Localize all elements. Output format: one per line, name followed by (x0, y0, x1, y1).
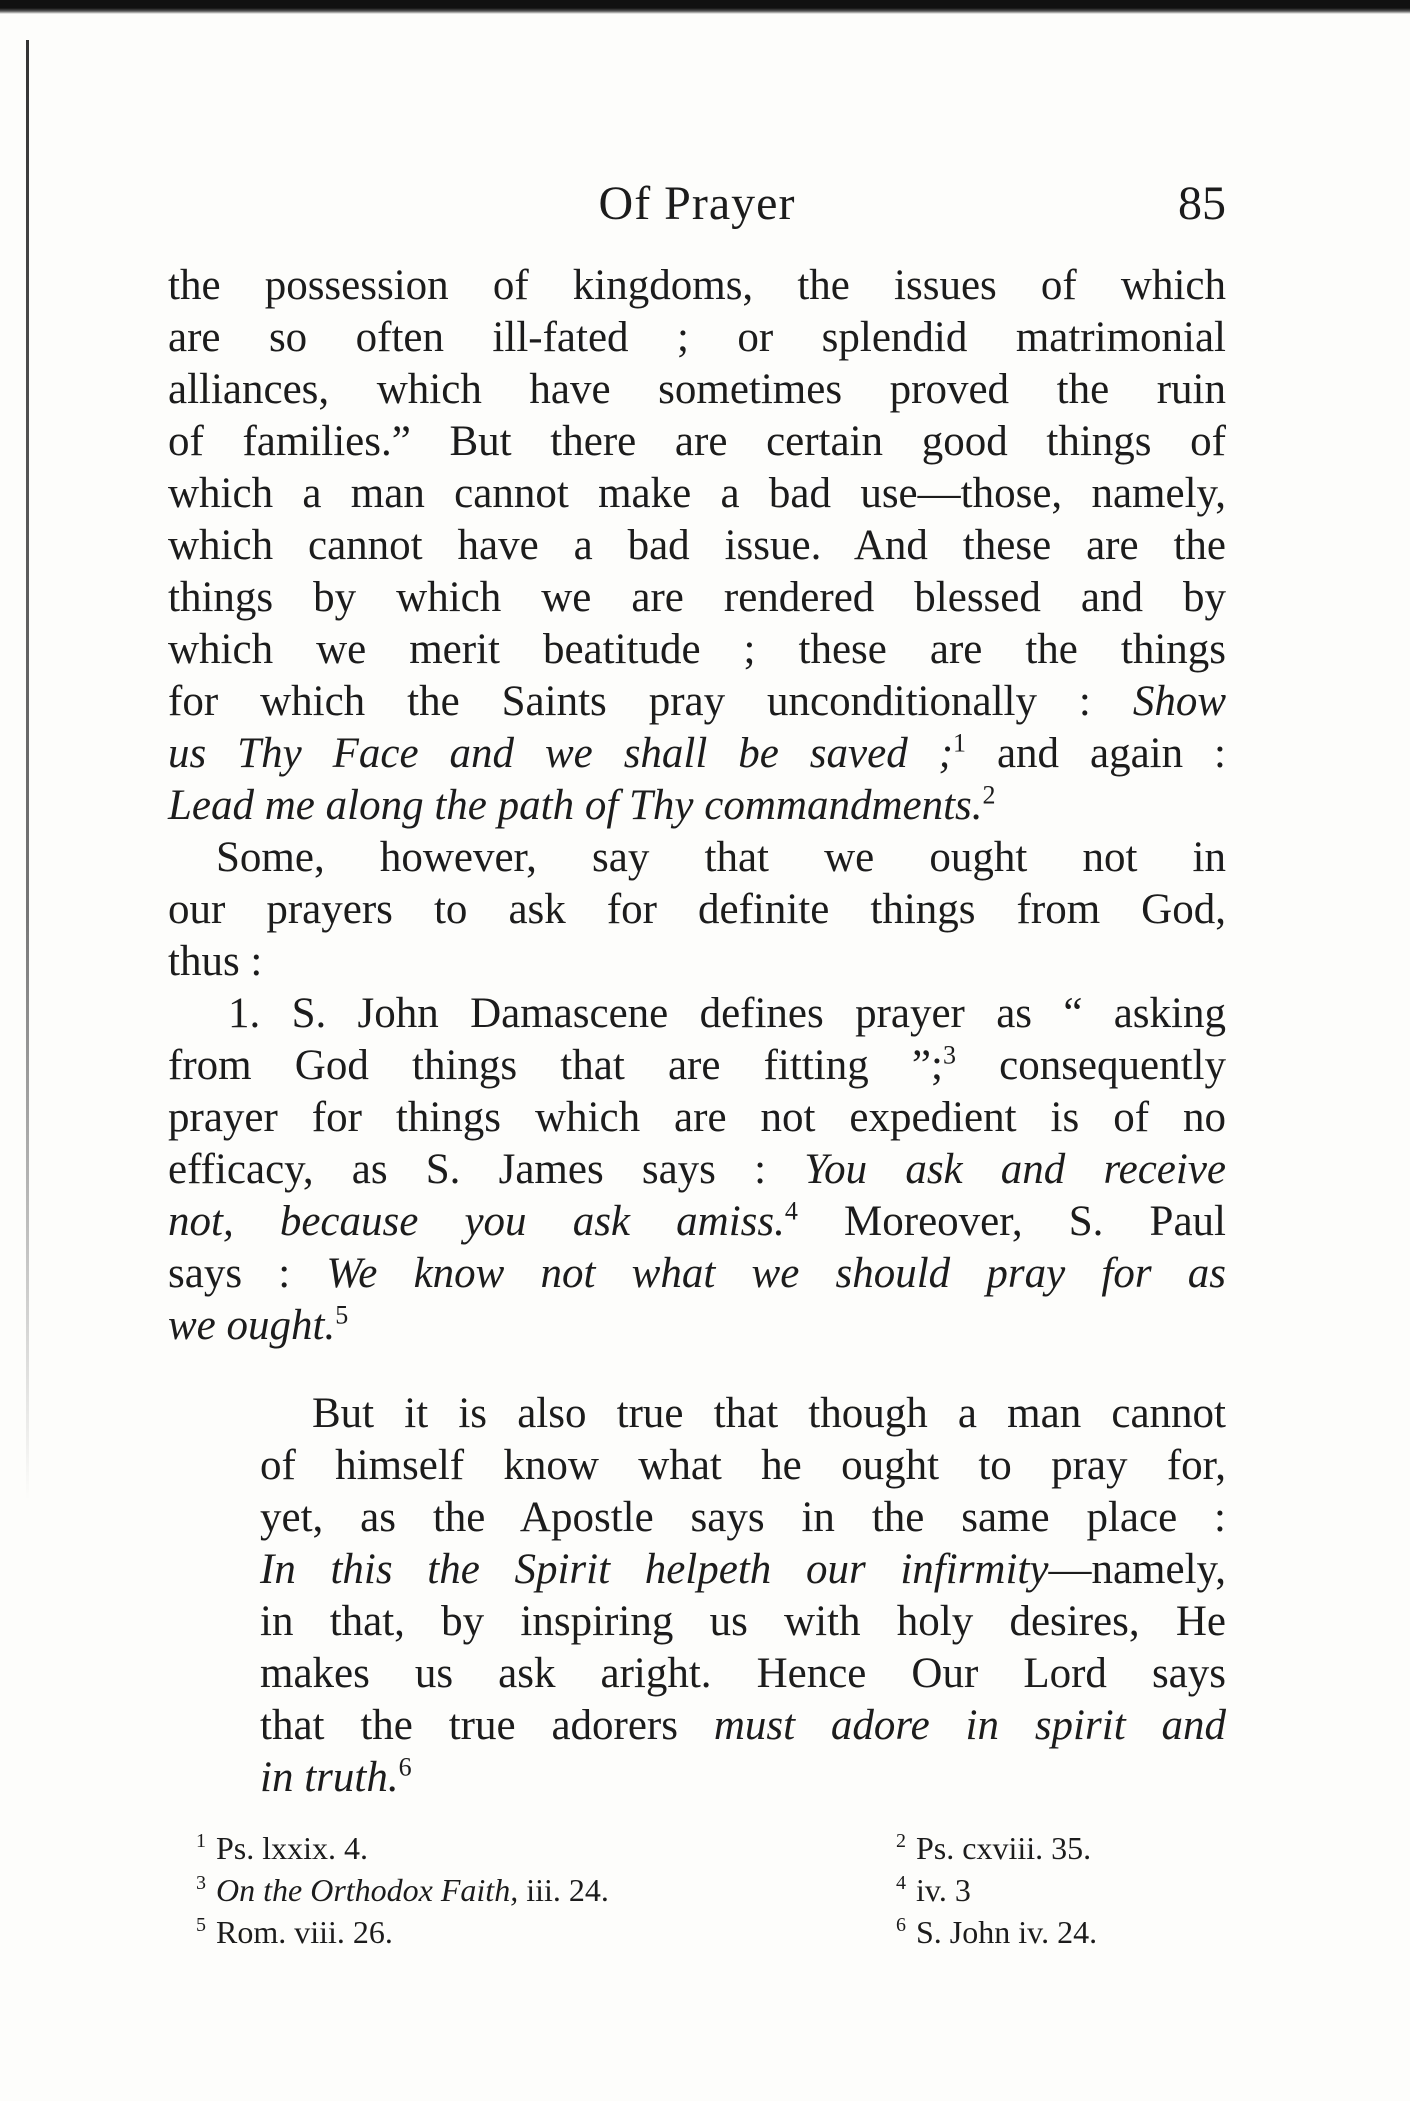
footnote-text: Rom. viii. 26. (216, 1914, 393, 1950)
text-line: yet, as the Apostle says in the same place : (260, 1494, 1226, 1541)
text-span: from God things that are fitting ”; (168, 1042, 943, 1089)
italic-quote: in truth. (260, 1754, 399, 1801)
italic-quote: You ask and receive (804, 1146, 1226, 1193)
text-span: for which the Saints pray unconditionally : (168, 678, 1133, 725)
footnote (196, 1830, 896, 1872)
footnote-row (196, 1914, 1196, 1956)
page-header (168, 170, 1226, 240)
italic-quote: Show (1132, 678, 1226, 725)
text-line (168, 1196, 1226, 1248)
footnote-row (196, 1872, 1196, 1914)
footnote-text: Ps. cxviii. 35. (916, 1830, 1092, 1866)
page-binding-edge (26, 40, 29, 1500)
footnote-number: 6 (896, 1914, 906, 1937)
italic-quote: In this the Spirit helpeth our infirmity (260, 1546, 1049, 1593)
italic-quote: must adore in spirit and (713, 1702, 1226, 1749)
text-line: alliances, which have sometimes proved the ruin (168, 366, 1226, 413)
footnote (896, 1872, 1196, 1914)
text-line (168, 780, 1226, 832)
footnote (196, 1914, 896, 1956)
italic-quote: not, because you ask amiss. (168, 1198, 785, 1245)
text-line (168, 1300, 1226, 1352)
footnote-ref: 2 (982, 780, 996, 810)
footnote-ref: 1 (953, 728, 966, 758)
footnotes (196, 1830, 1196, 1956)
footnote (896, 1830, 1196, 1872)
footnote-number: 1 (196, 1830, 206, 1853)
footnote-text: iii. 24. (518, 1872, 609, 1908)
text-line: But it is also true that though a man cannot (312, 1390, 1226, 1437)
text-span: that the true adorers (260, 1702, 714, 1749)
text-line: the possession of kingdoms, the issues of which (168, 262, 1226, 309)
running-title: Of Prayer (598, 177, 796, 230)
text-line: prayer for things which are not expedient is of no (168, 1094, 1226, 1141)
footnote-row (196, 1830, 1196, 1872)
text-span: —namely, (1048, 1546, 1226, 1593)
page-top-edge (0, 0, 1410, 14)
footnote-ref: 5 (335, 1300, 349, 1330)
footnote-ref: 3 (942, 1040, 956, 1070)
text-line: thus : (168, 938, 263, 985)
body-text (168, 260, 1226, 1804)
text-line (260, 1700, 1226, 1752)
text-line: in that, by inspiring us with holy desires, He (260, 1598, 1226, 1645)
text-line: which a man cannot make a bad use—those, namely, (168, 470, 1226, 517)
text-line: Some, however, say that we ought not in (216, 834, 1226, 881)
footnote-text: iv. 3 (916, 1872, 971, 1908)
footnote-ref: 6 (398, 1752, 412, 1782)
text-span: says : (168, 1250, 327, 1297)
text-line (168, 728, 1226, 780)
text-line (260, 1544, 1226, 1596)
footnote (896, 1914, 1196, 1956)
footnote-number: 2 (896, 1830, 906, 1853)
italic-quote: us Thy Face and we shall be saved ; (168, 730, 953, 777)
text-line: our prayers to ask for definite things from God, (168, 886, 1226, 933)
text-line: 1. S. John Damascene defines prayer as “ asking (228, 990, 1226, 1037)
footnote (196, 1872, 896, 1914)
text-line: which cannot have a bad issue. And these are the (168, 522, 1226, 569)
text-line (168, 676, 1226, 728)
text-line: which we merit beatitude ; these are the things (168, 626, 1226, 673)
page-number: 85 (1178, 177, 1226, 230)
text-line (260, 1752, 1226, 1804)
indented-passage (260, 1388, 1226, 1804)
footnote-text: Ps. lxxix. 4. (216, 1830, 369, 1866)
text-line (168, 1248, 1226, 1300)
footnote-number: 3 (196, 1872, 206, 1895)
footnote-number: 4 (896, 1872, 906, 1895)
footnote-text: S. John iv. 24. (916, 1914, 1098, 1950)
text-line: things by which we are rendered blessed and by (168, 574, 1226, 621)
footnote-title: On the Orthodox Faith, (216, 1872, 519, 1908)
italic-quote: We know not what we should pray for as (326, 1250, 1226, 1297)
text-span: Moreover, S. Paul (797, 1198, 1227, 1245)
text-span: consequently (955, 1042, 1226, 1089)
text-line: of families.” But there are certain good things of (168, 418, 1226, 465)
text-line (168, 1144, 1226, 1196)
text-line: of himself know what he ought to pray for, (260, 1442, 1226, 1489)
text-line (168, 1040, 1226, 1092)
italic-quote: Lead me along the path of Thy commandments. (168, 782, 983, 829)
footnote-number: 5 (196, 1914, 206, 1937)
text-line: are so often ill-fated ; or splendid matrimonial (168, 314, 1226, 361)
footnote-ref: 4 (784, 1196, 798, 1226)
text-span: and again : (966, 730, 1227, 777)
italic-quote: we ought. (168, 1302, 336, 1349)
text-line: makes us ask aright. Hence Our Lord says (260, 1650, 1226, 1697)
text-span: efficacy, as S. James says : (168, 1146, 805, 1193)
